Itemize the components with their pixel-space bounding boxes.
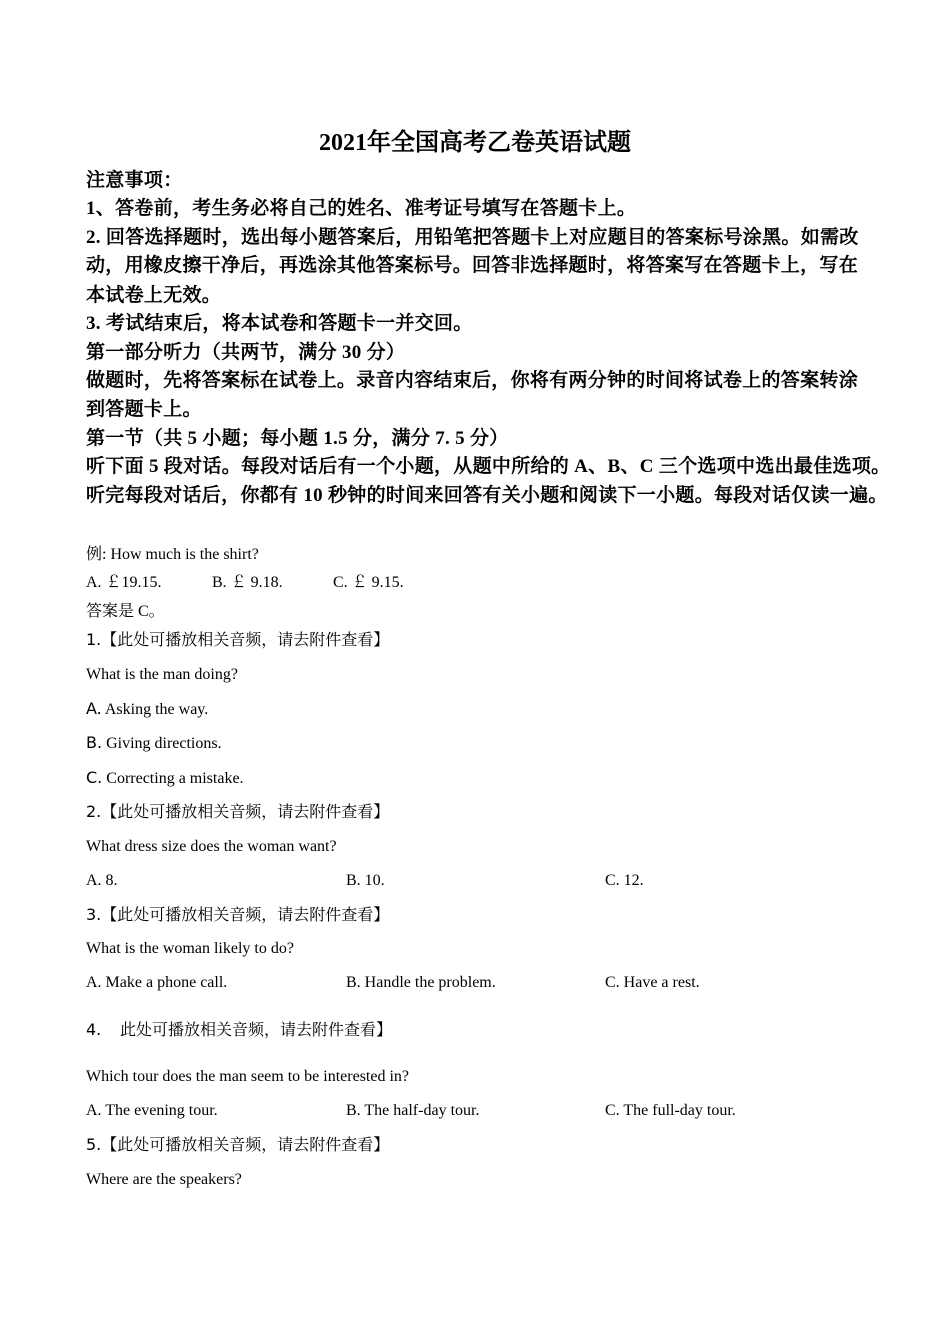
notice-item-1: 1、答卷前，考生务必将自己的姓名、准考证号填写在答题卡上。 — [86, 198, 637, 219]
notice-item-2-cont: 动，用橡皮擦干净后，再选涂其他答案标号。回答非选择题时，将答案写在答题卡上，写在 — [86, 255, 859, 276]
example-option-c: C. ￡ 9.15. — [333, 574, 404, 591]
question-1-text: What is the man doing? — [86, 666, 238, 683]
question-2-text: What dress size does the woman want? — [86, 838, 337, 855]
part1-heading: 第一部分听力（共两节，满分 30 分） — [86, 342, 406, 363]
page-title: 2021年全国高考乙卷英语试题 — [319, 130, 631, 156]
option-letter: B. — [86, 733, 103, 752]
question-1-option-c — [86, 764, 244, 793]
question-1-option-a — [86, 695, 208, 724]
question-number: 1. — [86, 630, 102, 649]
question-2-option-a: A. 8. — [86, 872, 118, 889]
question-2-option-b: B. 10. — [346, 872, 385, 889]
question-number: 5. — [86, 1135, 102, 1154]
audio-note: 【此处可播放相关音频，请去附件查看】 — [101, 632, 390, 649]
part1-instructions-cont: 到答题卡上。 — [86, 399, 202, 420]
question-1-audio[interactable] — [86, 626, 389, 655]
question-number: 3. — [86, 905, 102, 924]
notice-heading: 注意事项： — [86, 170, 183, 191]
section1-instructions-cont: 听完每段对话后，你都有 10 秒钟的时间来回答有关小题和阅读下一小题。每段对话仅读一遍。 — [86, 485, 888, 506]
option-text: Asking the way. — [104, 701, 209, 718]
question-3-option-b: B. Handle the problem. — [346, 974, 496, 991]
question-5-text: Where are the speakers? — [86, 1171, 242, 1188]
audio-note: 【此处可播放相关音频，请去附件查看】 — [101, 907, 390, 924]
section1-heading: 第一节（共 5 小题；每小题 1.5 分，满分 7. 5 分） — [86, 428, 509, 449]
notice-item-2: 2. 回答选择题时，选出每小题答案后，用铅笔把答题卡上对应题目的答案标号涂黑。如需改 — [86, 227, 859, 248]
audio-note: 【此处可播放相关音频，请去附件查看】 — [101, 804, 390, 821]
option-letter: C. — [86, 768, 103, 787]
question-4-option-c: C. The full-day tour. — [605, 1102, 736, 1119]
question-4-audio[interactable] — [86, 1016, 392, 1045]
option-letter: A. — [86, 699, 102, 718]
example-answer: 答案是 C。 — [86, 603, 165, 620]
question-2-option-c: C. 12. — [605, 872, 644, 889]
part1-instructions: 做题时，先将答案标在试卷上。录音内容结束后，你将有两分钟的时间将试卷上的答案转涂 — [86, 370, 859, 391]
question-5-audio[interactable] — [86, 1131, 389, 1160]
section1-instructions: 听下面 5 段对话。每段对话后有一个小题，从题中所给的 A、B、C 三个选项中选出最佳选项。 — [86, 456, 891, 477]
question-2-audio[interactable] — [86, 798, 389, 827]
question-3-text: What is the woman likely to do? — [86, 940, 294, 957]
question-number: 4. — [86, 1020, 102, 1039]
question-1-option-b — [86, 729, 222, 758]
question-4-text: Which tour does the man seem to be interested in? — [86, 1068, 410, 1085]
audio-note: 【此处可播放相关音频，请去附件查看】 — [101, 1137, 390, 1154]
option-text: Correcting a mistake. — [106, 770, 244, 787]
question-4-option-a: A. The evening tour. — [86, 1102, 218, 1119]
question-3-option-a: A. Make a phone call. — [86, 974, 228, 991]
example-option-a: A. ￡19.15. — [86, 574, 162, 591]
example-option-b: B. ￡ 9.18. — [212, 574, 283, 591]
option-text: Giving directions. — [106, 735, 222, 752]
question-3-option-c: C. Have a rest. — [605, 974, 700, 991]
question-number: 2. — [86, 802, 102, 821]
notice-item-2-cont: 本试卷上无效。 — [86, 285, 222, 306]
question-4-option-b: B. The half-day tour. — [346, 1102, 480, 1119]
example-question: 例: How much is the shirt? — [86, 546, 259, 563]
question-3-audio[interactable] — [86, 901, 389, 930]
notice-item-3: 3. 考试结束后，将本试卷和答题卡一并交回。 — [86, 313, 473, 334]
audio-note: 此处可播放相关音频，请去附件查看】 — [120, 1022, 393, 1039]
